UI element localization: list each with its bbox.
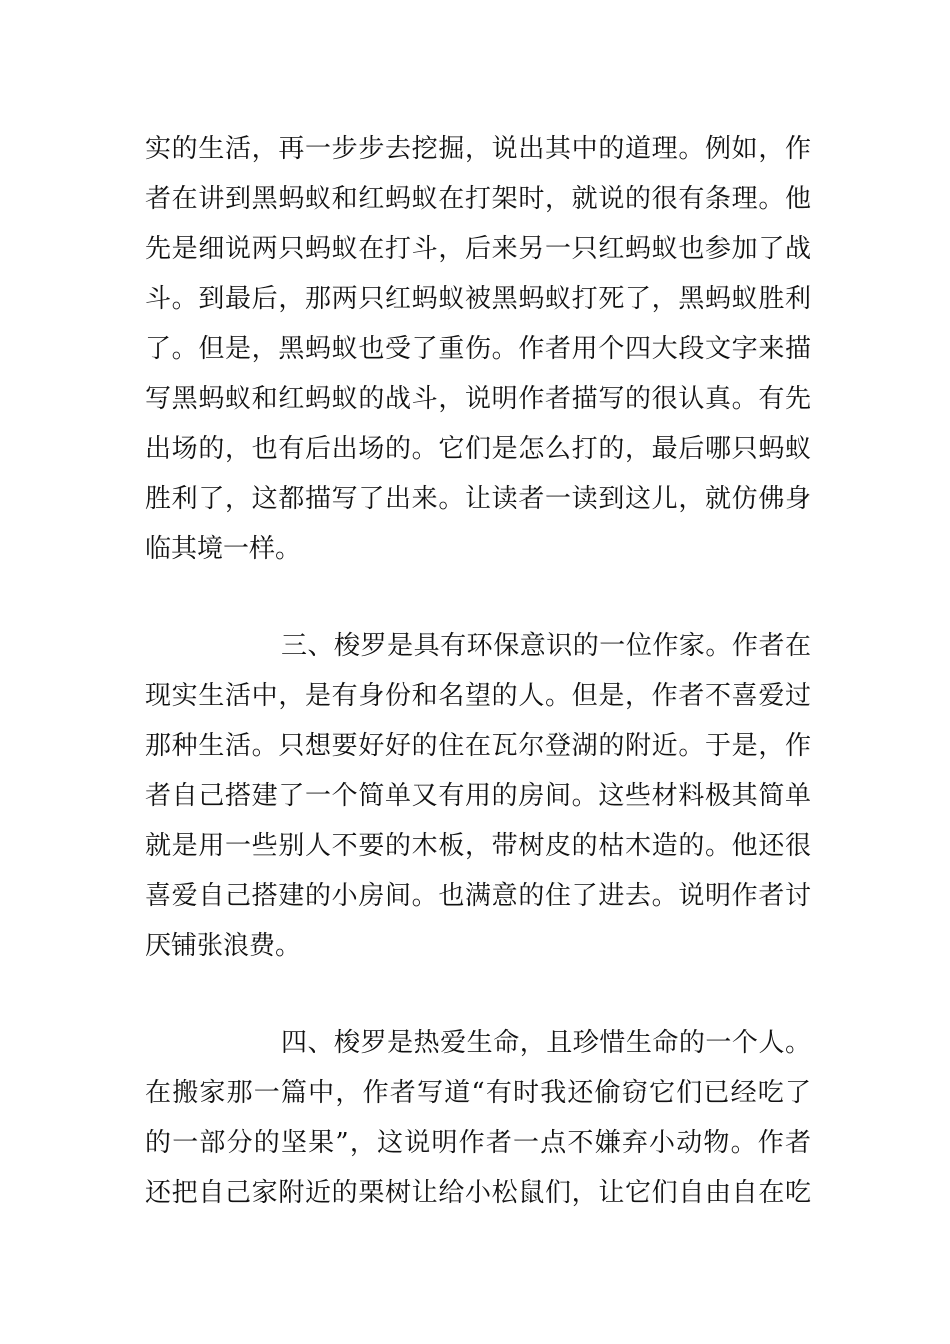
paragraph-ant-battle xyxy=(145,124,811,574)
paragraph-line: 了。但是，黑蚂蚁也受了重伤。作者用个四大段文字来描 xyxy=(145,334,811,364)
paragraph-line: 现实生活中，是有身份和名望的人。但是，作者不喜爱过 xyxy=(145,681,811,711)
paragraph-line: 先是细说两只蚂蚁在打斗，后来另一只红蚂蚁也参加了战 xyxy=(145,234,811,264)
paragraph-line: 那种生活。只想要好好的住在瓦尔登湖的附近。于是，作 xyxy=(145,731,811,761)
paragraph-line: 斗。到最后，那两只红蚂蚁被黑蚂蚁打死了，黑蚂蚁胜利 xyxy=(145,284,811,314)
paragraph-line: 的一部分的坚果”，这说明作者一点不嫌弃小动物。作者 xyxy=(145,1128,811,1158)
paragraph-line: 就是用一些别人不要的木板，带树皮的枯木造的。他还很 xyxy=(145,831,811,861)
paragraph-line: 者在讲到黑蚂蚁和红蚂蚁在打架时，就说的很有条理。他 xyxy=(145,184,811,214)
paragraph-love-of-life xyxy=(145,1018,811,1218)
paragraph-line: 四、梭罗是热爱生命，且珍惜生命的一个人。 xyxy=(281,1028,811,1058)
paragraph-line: 三、梭罗是具有环保意识的一位作家。作者在 xyxy=(281,631,811,661)
paragraph-line: 还把自己家附近的栗树让给小松鼠们，让它们自由自在吃 xyxy=(145,1178,811,1208)
paragraph-line: 临其境一样。 xyxy=(145,534,302,564)
paragraph-line: 喜爱自己搭建的小房间。也满意的住了进去。说明作者讨 xyxy=(145,881,811,911)
paragraph-line: 实的生活，再一步步去挖掘，说出其中的道理。例如，作 xyxy=(145,134,811,164)
paragraph-line: 胜利了，这都描写了出来。让读者一读到这儿，就仿佛身 xyxy=(145,484,811,514)
paragraph-line: 在搬家那一篇中，作者写道“有时我还偷窃它们已经吃了 xyxy=(145,1078,811,1108)
paragraph-line: 厌铺张浪费。 xyxy=(145,931,302,961)
paragraph-line: 出场的，也有后出场的。它们是怎么打的，最后哪只蚂蚁 xyxy=(145,434,811,464)
paragraph-line: 写黑蚂蚁和红蚂蚁的战斗，说明作者描写的很认真。有先 xyxy=(145,384,811,414)
paragraph-environmental-awareness xyxy=(145,621,811,971)
paragraph-line: 者自己搭建了一个简单又有用的房间。这些材料极其简单 xyxy=(145,781,811,811)
